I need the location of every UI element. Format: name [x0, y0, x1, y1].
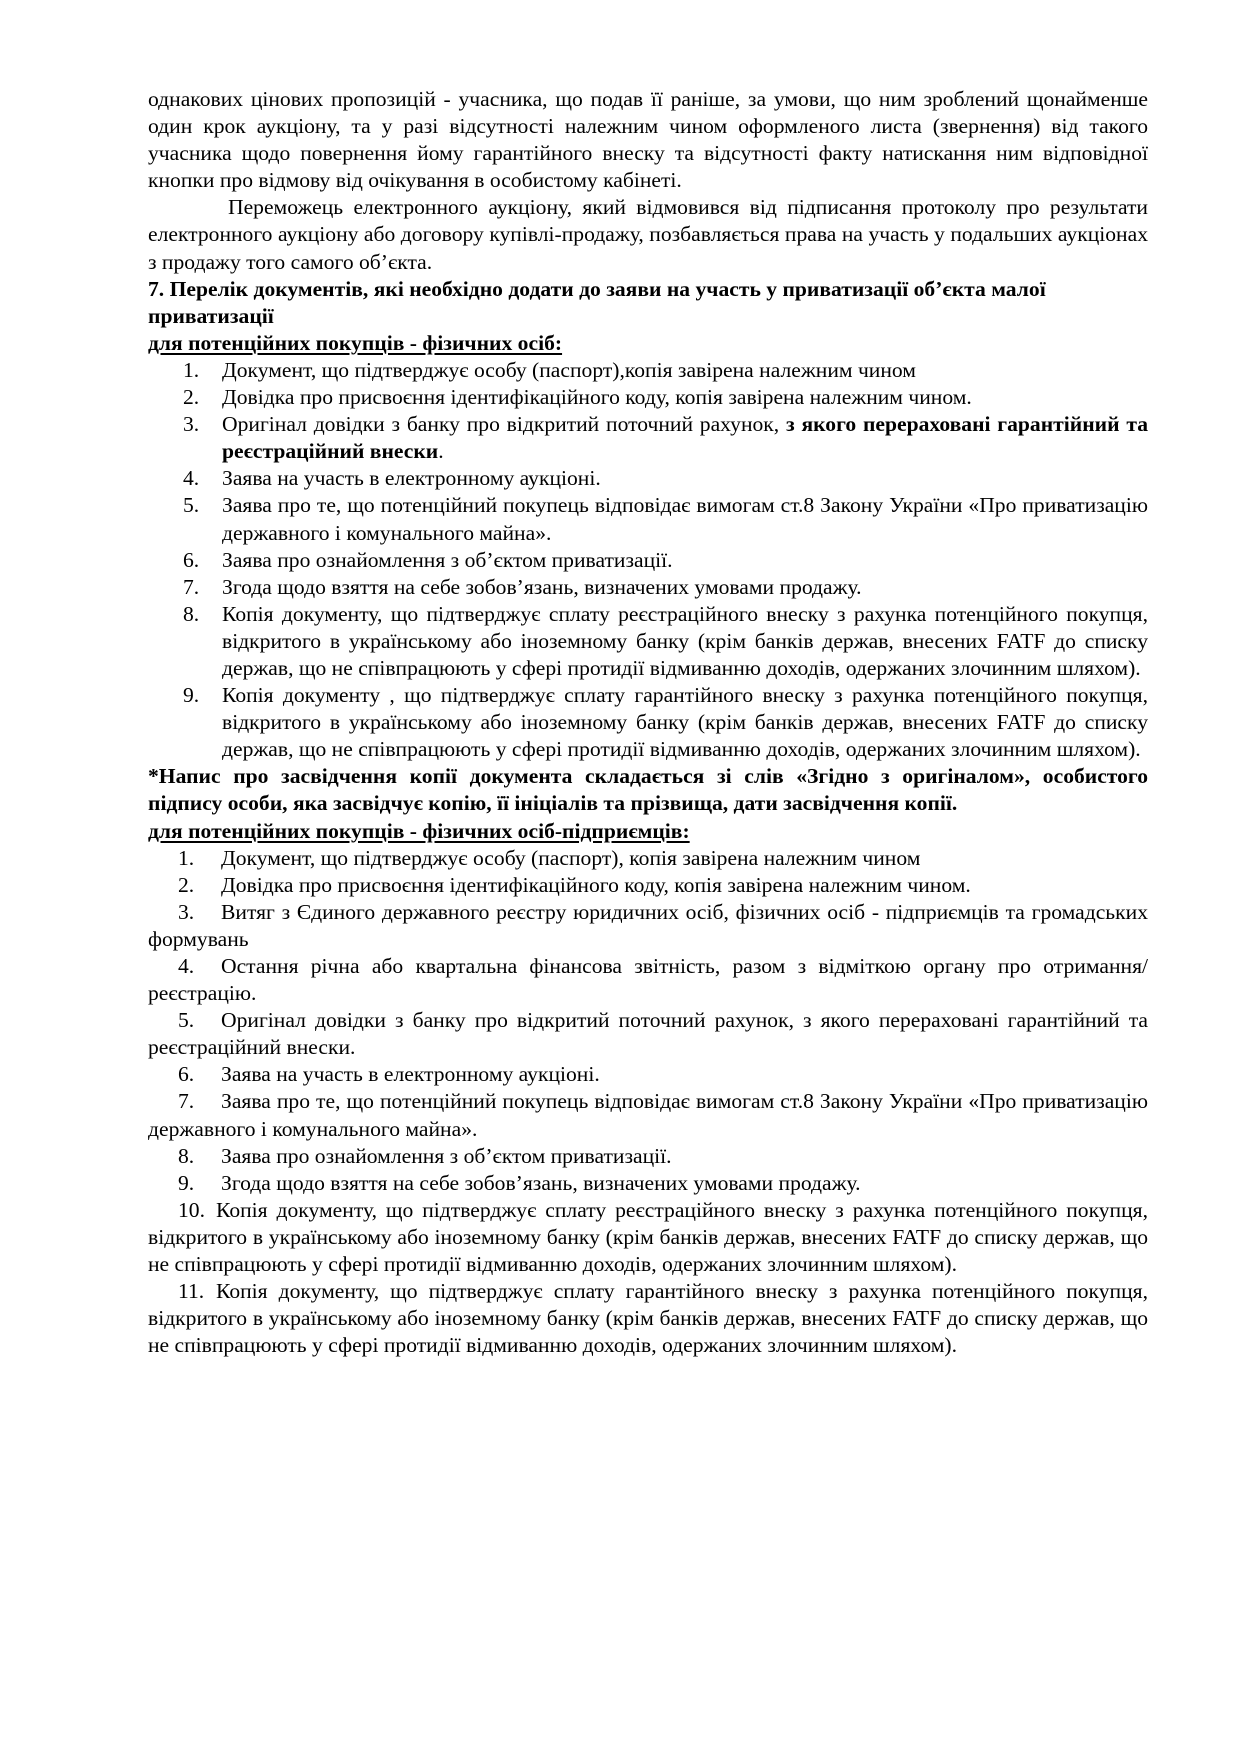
list-item	[148, 411, 1148, 465]
item-text: Довідка про присвоєння ідентифікаційного коду, копія завірена належним чином.	[222, 385, 972, 410]
item-number: 5.	[183, 493, 200, 518]
item-number: 3.	[178, 899, 195, 924]
item-number: 9.	[178, 1170, 195, 1195]
list-item	[148, 574, 1148, 601]
list-item	[148, 492, 1148, 546]
section-7-heading: 7. Перелік документів, які необхідно додати до заяви на участь у приватизації об’єкта малої приватизації	[148, 276, 1046, 328]
item-text: Оригінал довідки з банку про відкритий поточний рахунок, з якого перераховані гарантійний та реєстраційний внески.	[148, 1008, 1148, 1060]
item-text: Довідка про присвоєння ідентифікаційного коду, копія завірена належним чином.	[221, 872, 971, 897]
item-number: 10.	[178, 1197, 205, 1222]
item-text-suffix: .	[438, 439, 444, 464]
entrepreneurs-subheading: для потенційних покупців - фізичних осіб-підприємців:	[148, 818, 690, 843]
item-number: 8.	[183, 601, 200, 626]
list-item	[148, 357, 1148, 384]
item-text: Копія документу, що підтверджує сплату реєстраційного внеску з рахунка потенційного покупця, відкритого в українському або іноземному банку (крім банків держав, внесених FATF до списку держав, що не співпрацюють у сфері протидії відмиванню доходів, одержаних злочинним шляхом).	[148, 1197, 1148, 1277]
list-item	[148, 601, 1148, 682]
item-number: 4.	[178, 954, 195, 978]
item-text: Заява про ознайомлення з об’єктом приватизації.	[222, 547, 673, 572]
list-item	[148, 547, 1148, 574]
item-text: Оригінал довідки з банку про відкритий поточний рахунок,	[222, 412, 786, 437]
intro-paragraph-2: Переможець електронного аукціону, який відмовився від підписання протоколу про результати електронного аукціону або договору купівлі-продажу, позбавляється права на участь у подальших аукціонах з продажу того самого об’єкта.	[148, 195, 1148, 274]
individuals-subheading: для потенційних покупців - фізичних осіб:	[148, 330, 563, 355]
list-item	[148, 1170, 1148, 1197]
certification-note: *Напис про засвідчення копії документа складається зі слів «Згідно з оригіналом», особистого підпису особи, яка засвідчує копію, її ініціалів та прізвища, дати засвідчення копії.	[148, 764, 1148, 816]
item-number: 8.	[178, 1143, 195, 1168]
list-item	[148, 1061, 1148, 1088]
list-item	[148, 1278, 1148, 1359]
list-item	[148, 384, 1148, 411]
item-number: 2.	[178, 872, 195, 897]
item-text: Копія документу , що підтверджує сплату гарантійного внеску з рахунка потенційного покупця, відкритого в українському або іноземному банку (крім банків держав, внесених FATF до списку держав, що не співпрацюють у сфері протидії відмиванню доходів, одержаних злочинним шляхом).	[222, 683, 1148, 762]
list-item	[148, 682, 1148, 763]
item-text: Згода щодо взяття на себе зобов’язань, визначених умовами продажу.	[222, 574, 862, 599]
item-text: Згода щодо взяття на себе зобов’язань, визначених умовами продажу.	[221, 1170, 861, 1195]
item-number: 6.	[183, 547, 200, 572]
item-text: Документ, що підтверджує особу (паспорт),копія завірена належним чином	[222, 357, 916, 382]
individuals-document-list	[148, 357, 1148, 763]
item-text: Витяг з Єдиного державного реєстру юридичних осіб, фізичних осіб - підприємців та громадських формувань	[148, 899, 1148, 951]
list-item	[148, 1197, 1148, 1278]
item-number: 1.	[178, 845, 195, 870]
list-item	[148, 953, 1148, 1007]
item-number: 1.	[183, 357, 200, 382]
item-text: Заява про ознайомлення з об’єктом приватизації.	[221, 1143, 672, 1168]
item-text: Копія документу, що підтверджує сплату гарантійного внеску з рахунка потенційного покупця, відкритого в українському або іноземному банку (крім банків держав, внесених FATF до списку держав, що не співпрацюють у сфері протидії відмиванню доходів, одержаних злочинним шляхом).	[148, 1279, 1148, 1358]
list-item	[148, 845, 1148, 872]
item-text-bold: з якого перераховані гарантійний та реєстраційний внески	[222, 412, 1148, 464]
item-number: 6.	[178, 1062, 195, 1087]
item-text: Документ, що підтверджує особу (паспорт), копія завірена належним чином	[221, 845, 921, 870]
item-text: Заява про те, що потенційний покупець відповідає вимогам ст.8 Закону України «Про приватизацію державного і комунального майна».	[222, 493, 1148, 545]
item-number: 7.	[183, 574, 200, 599]
list-item	[148, 465, 1148, 492]
list-item	[148, 872, 1148, 899]
item-number: 3.	[183, 412, 200, 437]
item-number: 11.	[178, 1279, 205, 1304]
item-number: 5.	[178, 1008, 195, 1033]
list-item	[148, 1007, 1148, 1061]
list-item	[148, 1088, 1148, 1142]
intro-paragraph-1: однакових цінових пропозицій - учасника, що подав її раніше, за умови, що ним зроблений щонайменше один крок аукціону, та у разі відсутності належним чином оформленого листа (звернення) від такого учасника щодо повернення йому гарантійного внеску та відсутності факту натискання ним відповідної кнопки про відмову від очікування в особистому кабінеті.	[148, 87, 1148, 193]
item-text: Заява на участь в електронному аукціоні.	[222, 466, 601, 491]
item-text: Заява на участь в електронному аукціоні.	[221, 1062, 600, 1087]
item-text: Остання річна або квартальна фінансова звітність, разом з відміткою органу про отримання/реєстрацію.	[148, 954, 1148, 1006]
item-number: 4.	[183, 466, 200, 491]
item-number: 9.	[183, 683, 200, 708]
list-item	[148, 899, 1148, 953]
item-number: 7.	[178, 1089, 195, 1114]
list-item	[148, 1143, 1148, 1170]
item-number: 2.	[183, 385, 200, 410]
entrepreneurs-document-list	[148, 845, 1148, 1360]
item-text: Заява про те, що потенційний покупець відповідає вимогам ст.8 Закону України «Про приватизацію державного і комунального майна».	[148, 1089, 1148, 1141]
document-page	[148, 86, 1148, 1359]
item-text: Копія документу, що підтверджує сплату реєстраційного внеску з рахунка потенційного покупця, відкритого в українському або іноземному банку (крім банків держав, внесених FATF до списку держав, що не співпрацюють у сфері протидії відмиванню доходів, одержаних злочинним шляхом).	[222, 601, 1148, 680]
